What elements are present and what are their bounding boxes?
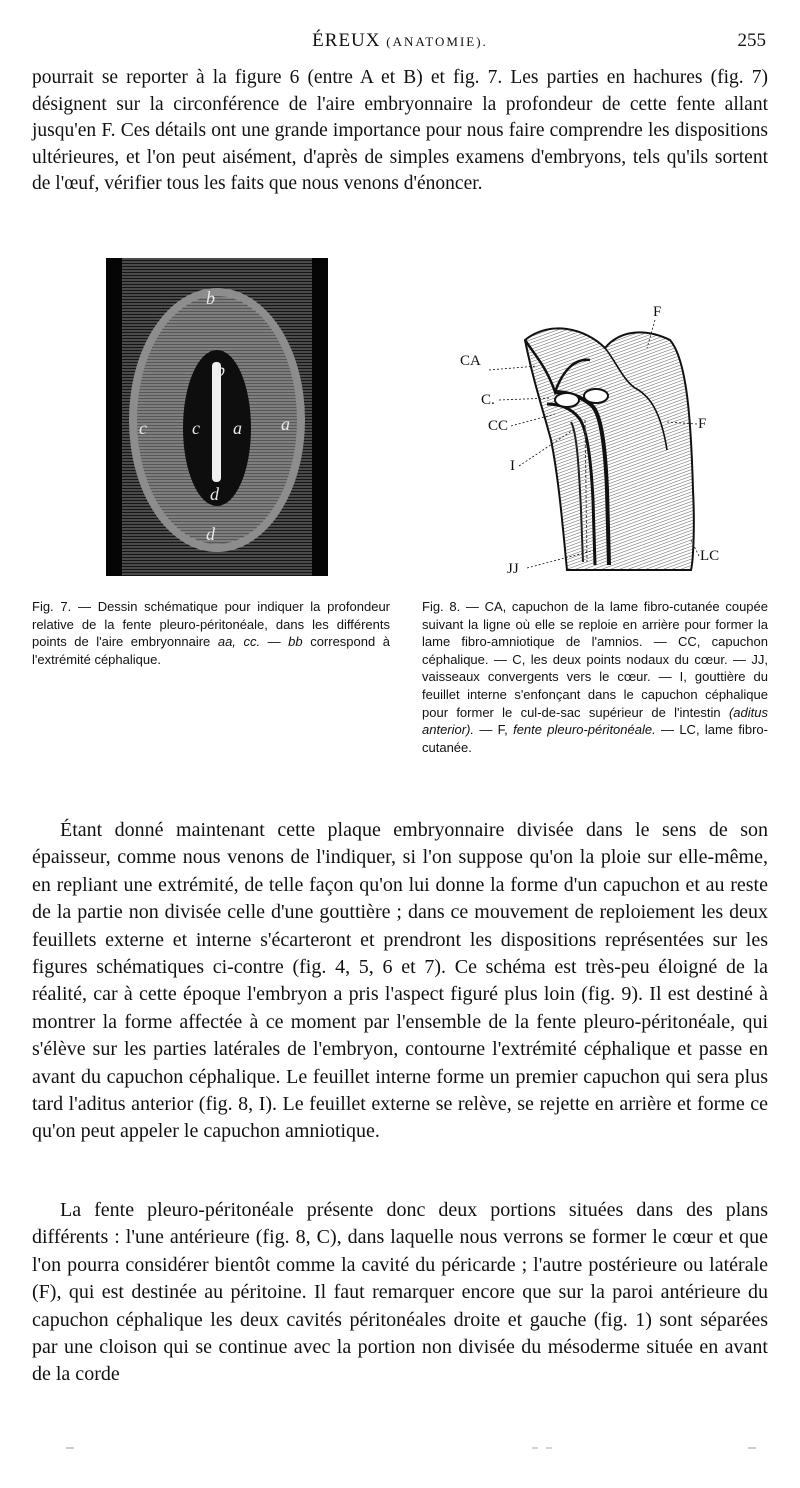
figure-8-label-f-right: F [698,416,707,432]
page-number: 255 [737,30,766,51]
figure-7-caption-text: — Dessin schématique pour indiquer la profondeur relative de la fente pleuro-péritonéale, dans les différents points de l'aire embryonnaire [32,599,391,650]
figure-7 [106,258,328,576]
figure-7-label-d-bottom: d [206,524,215,544]
body-paragraph-2: Étant donné maintenant cette plaque embryonnaire divisée dans le sens de son épaisseur, comme nous venons de l'indiquer, si l'on suppose qu'on la ploie sur elle-même, en repliant une extrémité, de telle façon qu'on lui donne la forme d'un capuchon et au reste de la partie non divisée celle d'une gouttière ; dans ce mouvement de reploiement les deux feuillets externe et interne s'écarteront et prendront les dispositions représentées sur les figures schématiques ci-contre (fig. 4, 5, 6 et 7). Ce schéma est très-peu éloigné de la réalité, car à cette époque l'embryon a pris l'aspect figuré plus loin (fig. 9). Il est destiné à montrer la forme affectée à ce moment par l'ensemble de la fente pleuro-péritonéale, qui s'élève sur les parties latérales de l'embryon, contourne l'extrémité céphalique et passe en avant du capuchon céphalique. Le feuillet interne forme un premier capuchon qui sera plus tard l'aditus anterior (fig. 8, I). Le feuillet externe se relève, se rejette en arrière et forme ce qu'on peut appeler le capuchon amniotique. [32,819,768,1143]
figure-7-axis [212,362,221,482]
figure-7-caption [32,598,390,668]
figure-7-label-c-inner: c [192,418,200,438]
figure-8 [455,300,745,580]
figure-8-label-f-top: F [653,304,662,320]
figure-8-caption-label: Fig. 8. [422,599,461,614]
figure-8-drawing [455,300,745,580]
running-title-main: ÉREUX [312,30,381,51]
figure-7-label-a-right: a [281,414,290,434]
figure-8-label-i: I [510,458,515,474]
figure-7-label-a-inner: a [233,418,242,438]
figure-8-caption-italic-fente: fente pleuro-péritonéale. [513,722,656,738]
figure-7-drawing [106,258,328,576]
figure-8-caption-text: — CA, capuchon de la lame fibro-cutanée coupée suivant la ligne où elle se reploie en arrière pour former la lame fibro-amniotique de l'amnios. — CC, capuchon céphalique. — C, les deux points nodaux du cœur. — JJ, vaisseaux convergents vers le cœur. — I, gouttière du feuillet interne s'enfonçant dans le capuchon céphalique pour former le cul-de-sac supérieur de l'intestin [422,599,768,720]
figure-8-caption-text-lc: — LC, lame fibro-cutanée. [422,722,768,755]
figure-8-label-c: C. [481,392,495,408]
figure-7-caption-italic-aa-cc: aa, cc. [217,634,261,650]
figure-8-caption [422,598,768,756]
figure-7-caption-label: Fig. 7. [32,599,72,614]
figure-8-caption-text-f: — F, [479,722,508,738]
figure-8-label-jj: JJ [507,561,519,577]
running-header [32,30,768,58]
figure-8-label-ca: CA [460,353,481,369]
running-title [32,30,768,52]
running-title-section: (ANATOMIE). [386,34,488,49]
figure-7-caption-text-end: correspond à l'extrémité céphalique. [32,634,390,667]
footer-print-marks [0,1442,800,1452]
figure-7-caption-dash: — [267,634,281,650]
figure-7-caption-italic-bb: bb [288,634,303,650]
figure-7-label-b-inner: b [216,360,225,380]
intro-paragraph: pourrait se reporter à la figure 6 (entre A et B) et fig. 7. Les parties en hachures (fig. 7) désignent sur la circonférence de l'aire embryonnaire la profondeur de cette fente allant jusqu'en F. Ces détails ont une grande importance pour nous faire comprendre les dispositions ultérieures, et l'on peut aisément, d'après de simples examens d'embryons, tels qu'ils sortent de l'œuf, vérifier tous les faits que nous venons d'énoncer. [32,67,768,195]
figure-8-label-cc: CC [488,418,509,434]
figure-8-label-lc: LC [700,548,720,564]
figure-7-label-c-left: c [139,418,147,438]
figure-8-caption-italic-aditus: (aditus anterior). [422,704,768,738]
figure-7-label-d-inner: d [210,484,219,504]
figure-7-label-b-top: b [206,288,215,308]
body-paragraph-3: La fente pleuro-péritonéale présente donc deux portions situées dans des plans différents : l'une antérieure (fig. 8, C), dans laquelle nous verrons se former le cœur et que l'on pourra considérer bientôt comme la cavité du péricarde ; l'autre postérieure ou latérale (F), qui est destinée au péritoine. Il faut remarquer encore que sur la paroi antérieure du capuchon céphalique les deux cavités péritonéales droite et gauche (fig. 1) sont séparées par une cloison qui se continue avec la portion non divisée du mésoderme située en avant de la corde [32,1199,768,1386]
